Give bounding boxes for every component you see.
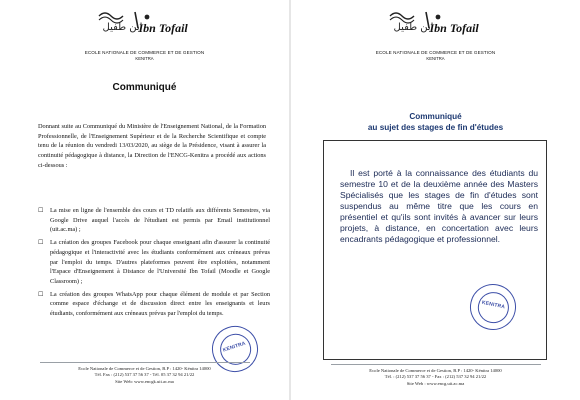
footer-address <box>291 368 580 387</box>
logo-latin-text: Ibn Tofail <box>429 21 479 35</box>
list-item <box>38 290 270 319</box>
communique-page-left <box>0 0 289 400</box>
footer-address <box>0 366 289 385</box>
checkbox-bullet-icon: ☐ <box>38 290 44 298</box>
school-name: ECOLE NATIONALE DE COMMERCE ET DE GESTION <box>84 50 205 55</box>
footer-divider <box>331 364 541 365</box>
footer-line: Ecole Nationale de Commerce et de Gestion, B.P : 1420- Kénitra 14000 <box>369 368 502 373</box>
action-text: La création des groupes WhatsApp pour chaque élément de module et par Section comme espace d'échange et de discussion direct entre les enseignants et leurs étudiants, conformément aux créneaux prévus par l'emploi du temps. <box>50 290 270 318</box>
list-item <box>38 238 270 287</box>
logo-latin-text: Ibn Tofail <box>138 21 188 35</box>
school-city: KENITRA <box>426 56 445 61</box>
page-title <box>291 112 580 133</box>
stamp-city-text: KENITRA <box>222 340 247 354</box>
school-city: KENITRA <box>135 56 154 61</box>
list-item <box>38 206 270 235</box>
footer-line: Site Web : www.encg.uit.ac.ma <box>406 380 465 386</box>
footer-line: Tél. : (212) 537 37 56 37 - Fax : (212) 537 32 94 21/22 <box>384 374 487 380</box>
checkbox-bullet-icon: ☐ <box>38 239 44 247</box>
subtitle-line: au sujet des stages de fin d'études <box>367 122 504 132</box>
logo-arabic-text: ابن طفيل <box>393 22 434 33</box>
checkbox-bullet-icon: ☐ <box>38 207 44 214</box>
logo-arabic-text: ابن طفيل <box>102 22 143 33</box>
footer-divider <box>40 362 250 363</box>
letterhead-left <box>0 8 289 62</box>
notice-body: Il est porté à la connaissance des étudiants du semestre 10 et de la deuxième année des Masters Spécialisés que les stages de fin d'études sont suspendus au même titre que les cours en présentiel et qu'ils sont invités à avancer sur leurs projets, à distance, en concertation avec leurs encadrants pédagogique et professionnel. <box>340 168 538 244</box>
footer-line: Site Web: www.encgk.uit.ac.ma <box>115 378 174 384</box>
title-line: Communiqué <box>409 112 462 121</box>
school-name: ECOLE NATIONALE DE COMMERCE ET DE GESTION <box>375 50 496 55</box>
letterhead-right <box>291 8 580 62</box>
actions-list <box>38 206 270 322</box>
action-text: La création des groupes Facebook pour chaque enseignant afin d'assurer la continuité pédagogique et l'interactivité avec les étudiants conformément aux créneaux prévus par l'emploi du temps. D'autres plateformes peuvent être exploitées, notamment l'Espace d'Enseignement à Distance de l'Université Ibn Tofail (Moodle et Google Classroom) ; <box>50 239 270 285</box>
page-title: Communiqué <box>112 82 177 93</box>
footer-line: Ecole Nationale de Commerce et de Gestion, B.P : 1420- Kénitra 14000 <box>78 366 211 371</box>
university-logo-icon <box>376 8 496 48</box>
action-text: La mise en ligne de l'ensemble des cours et TD relatifs aux différents Semestres, via Google Drive auquel l'accès de l'étudiant est permis par Email institutionnel (uit.ac.ma) ; <box>50 207 270 234</box>
stamp-city-text: KENITRA <box>481 299 506 311</box>
footer-line: Tél. Fax : (212) 537 37 56 37 - Tél. 05 37 32 94 21/22 <box>94 372 195 378</box>
university-logo-icon <box>85 8 205 48</box>
intro-paragraph: Donnant suite au Communiqué du Ministère de l'Enseignement National, de la Formation Professionnelle, de l'Enseignement Supérieur et de la Recherche Scientifique et compte tenu de la réunion du vendredi 13/03/2020, au siège de la Présidence, visant à assurer la continuité pédagogique à distance, la Direction de l'ENCG-Kenitra a procédé aux actions ci-dessous : <box>38 123 266 169</box>
